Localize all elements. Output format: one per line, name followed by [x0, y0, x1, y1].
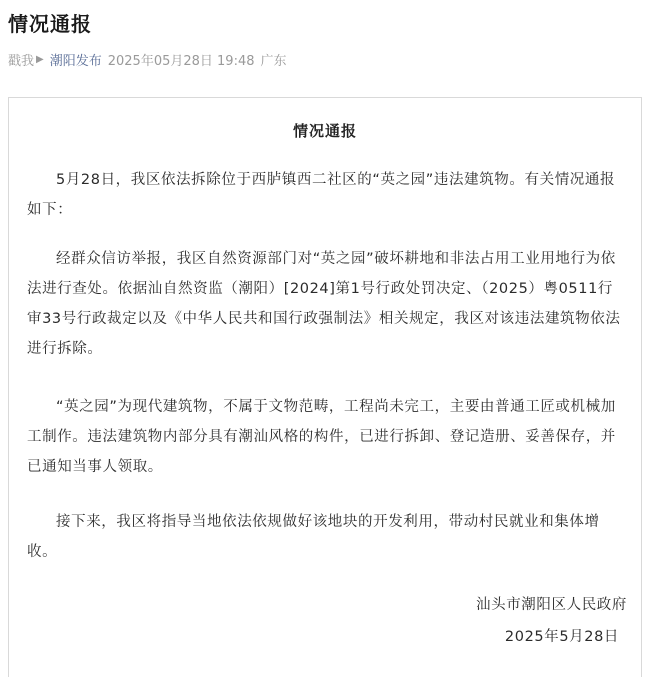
notice-signer: 汕头市潮阳区人民政府 — [476, 597, 627, 613]
notice-date: 2025年5月28日 — [504, 629, 619, 645]
source-link[interactable]: 戳我 — [8, 54, 35, 69]
notice-paragraph: 经群众信访举报，我区自然资源部门对“英之园”破坏耕地和非法占用工业用地行为依法进行查处。依据汕自然资监（潮阳）[2024]第1号行政处罚决定、（2025）粤0511行审33号行政裁定以及《中华人民共和国行政强制法》相关规定，我区对该违法建筑物依法进行拆除。 — [27, 251, 621, 357]
publish-datetime: 2025年05月28日 19:48 — [107, 54, 255, 69]
page-title: 情况通报 — [8, 12, 92, 36]
notice-paragraph: 5月28日，我区依法拆除位于西胪镇西二社区的“英之园”违法建筑物。有关情况通报如下： — [27, 172, 616, 218]
notice-paragraph: “英之园”为现代建筑物，不属于文物范畴，工程尚未完工，主要由普通工匠或机械加工制作。违法建筑物内部分具有潮汕风格的构件，已进行拆卸、登记造册、妥善保存，并已通知当事人领取。 — [27, 399, 616, 475]
article-meta — [8, 50, 287, 69]
notice-card — [8, 97, 642, 677]
notice-paragraph: 接下来，我区将指导当地依法依规做好该地块的开发利用，带动村民就业和集体增收。 — [27, 514, 600, 560]
account-name-link[interactable]: 潮阳发布 — [49, 54, 102, 69]
play-icon: ▶ — [36, 54, 44, 65]
notice-heading: 情况通报 — [292, 122, 357, 140]
publish-location: 广东 — [260, 54, 287, 69]
